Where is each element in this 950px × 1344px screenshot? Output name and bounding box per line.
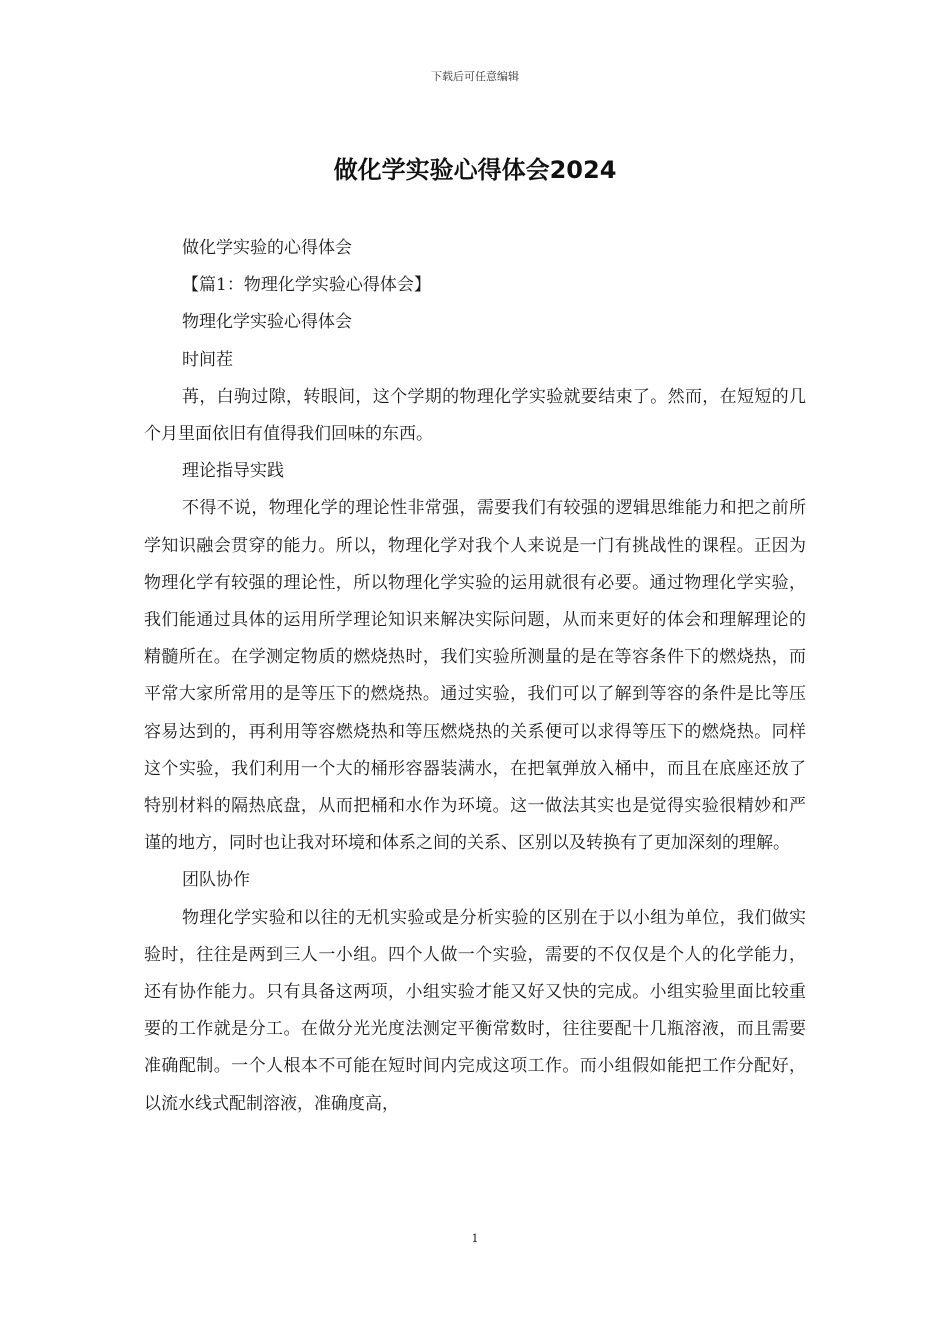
paragraph: 做化学实验的心得体会 xyxy=(182,238,352,258)
page-number: 1 xyxy=(471,1232,479,1245)
paragraph: 物理化学实验心得体会 xyxy=(182,312,352,333)
paragraph: 理论指导实践 xyxy=(182,461,284,482)
paragraph: 【篇1：物理化学实验心得体会】 xyxy=(182,275,431,296)
paragraph: 不得不说，物理化学的理论性非常强，需要我们有较强的逻辑思维能力和把之前所学知识融会贯穿的能力。所以，物理化学对我个人来说是一门有挑战性的课程。正因为物理化学有较强的理论性，所以物理化学实验的运用就很有必要。通过物理化学实验，我们能通过具体的运用所学理论知识来解决实际问题，从而来更好的体会和理解理论的精髓所在。在学测定物质的燃烧热时，我们实验所测量的是在等容条件下的燃烧热，而平常大家所常用的是等压下的燃烧热。通过实验，我们可以了解到等容的条件是比等压容易达到的，再利用等容燃烧热和等压燃烧热的关系便可以求得等压下的燃烧热。同样这个实验，我们利用一个大的桶形容器装满水，在把氧弹放入桶中，而且在底座还放了特别材料的隔热底盘，从而把桶和水作为环境。这一做法其实也是觉得实验很精妙和严谨的地方，同时也让我对环境和体系之间的关系、区别以及转换有了更加深刻的理解。 xyxy=(144,498,806,854)
document-title: 做化学实验心得体会2024 xyxy=(333,156,617,184)
paragraph: 团队协作 xyxy=(182,870,250,891)
paragraph: 时间茬 xyxy=(182,349,233,370)
document-body xyxy=(144,230,806,1123)
paragraph: 物理化学实验和以往的无机实验或是分析实验的区别在于以小组为单位，我们做实验时，往往是两到三人一小组。四个人做一个实验，需要的不仅仅是个人的化学能力，还有协作能力。只有具备这两项，小组实验才能又好又快的完成。小组实验里面比较重要的工作就是分工。在做分光光度法测定平衡常数时，往往要配十几瓶溶液，而且需要准确配制。一个人根本不可能在短时间内完成这项工作。而小组假如能把工作分配好，以流水线式配制溶液，准确度高， xyxy=(144,907,806,1114)
paragraph: 苒，白驹过隙，转眼间，这个学期的物理化学实验就要结束了。然而，在短短的几个月里面依旧有值得我们回味的东西。 xyxy=(144,386,806,445)
header-note: 下载后可任意编辑 xyxy=(431,70,519,83)
